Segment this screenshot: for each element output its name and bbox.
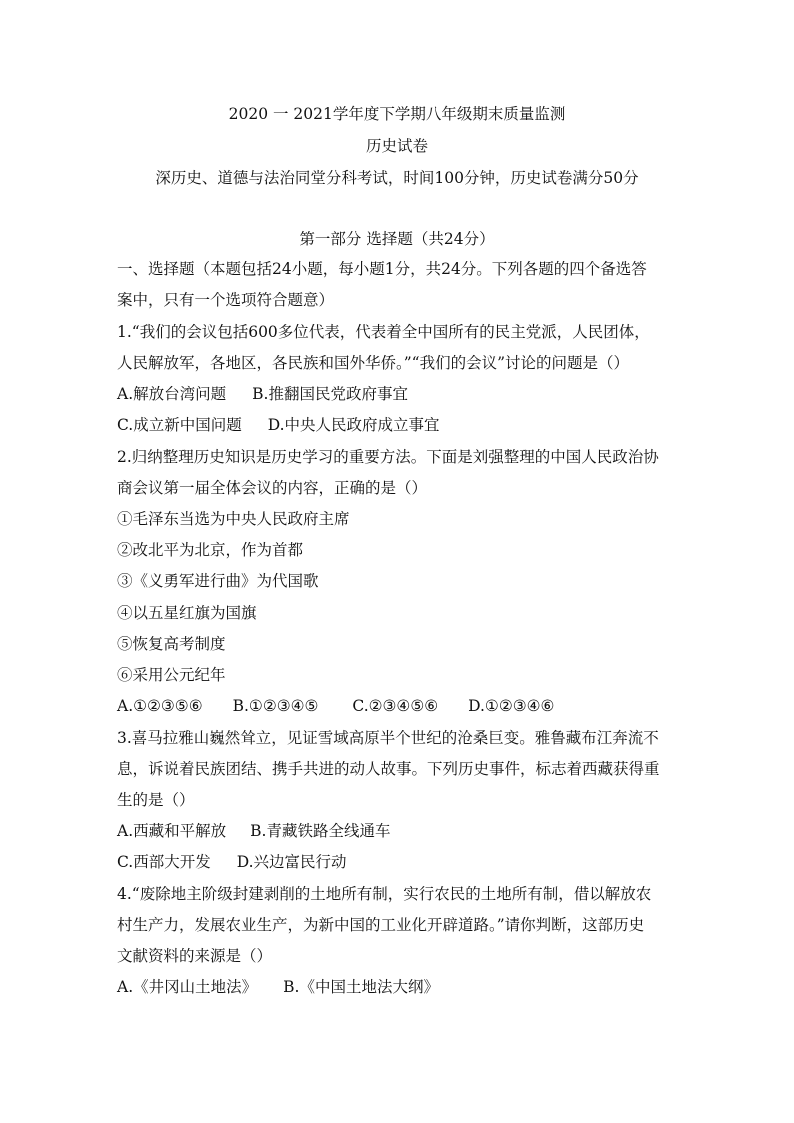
q1-option-b: B.推翻国民党政府事宜 [252, 385, 408, 403]
q3-stem-line1: 3.喜马拉雅山巍然耸立，见证雪域高原半个世纪的沧桑巨变。雅鲁藏布江奔流不 [117, 729, 659, 747]
q3-stem-line3: 生的是（） [117, 791, 195, 809]
section-heading: 第一部分 选择题（共24分） [299, 230, 495, 248]
exam-info: 深历史、道德与法治同堂分科考试，时间100分钟，历史试卷满分50分 [155, 169, 639, 187]
q1-option-c: C.成立新中国问题 [117, 416, 242, 434]
q2-item-1: ①毛泽东当选为中央人民政府主席 [117, 510, 350, 528]
q2-stem-line2: 商会议第一届全体会议的内容，正确的是（） [117, 479, 428, 497]
q2-option-a: A.①②③⑤⑥ [117, 697, 203, 715]
q3-stem-line2: 息，诉说着民族团结、携手共进的动人故事。下列历史事件，标志着西藏获得重 [117, 760, 660, 778]
section-instruction-line1: 一、选择题（本题包括24小题，每小题1分，共24分。下列各题的四个备选答 [117, 260, 647, 278]
q2-item-6: ⑥采用公元纪年 [117, 666, 226, 684]
q3-options-row2 [117, 852, 697, 872]
q2-option-b: B.①②③④⑤ [232, 697, 319, 715]
q2-stem-line1: 2.归纳整理历史知识是历史学习的重要方法。下面是刘强整理的中国人民政治协 [117, 448, 659, 466]
q3-option-a: A.西藏和平解放 [117, 822, 227, 840]
q1-options-row1 [117, 384, 697, 404]
q1-stem-line1: 1.“我们的会议包括600多位代表，代表着全中国所有的民主党派，人民团体， [117, 323, 650, 341]
q2-item-4: ④以五星红旗为国旗 [117, 604, 257, 622]
section-instruction-line2: 案中，只有一个选项符合题意） [117, 291, 335, 309]
q4-stem-line2: 村生产力，发展农业生产，为新中国的工业化开辟道路。”请你判断，这部历史 [117, 916, 645, 934]
q2-option-d: D.①②③④⑥ [468, 697, 555, 715]
q4-options-row1 [117, 977, 697, 997]
q2-item-3: ③《义勇军进行曲》为代国歌 [117, 572, 319, 590]
exam-subtitle: 历史试卷 [365, 137, 428, 155]
q2-item-2: ②改北平为北京，作为首都 [117, 541, 304, 559]
q1-stem-line2: 人民解放军，各地区，各民族和国外华侨。”“我们的会议”讨论的问题是（） [117, 354, 630, 372]
q4-stem-line3: 文献资料的来源是（） [117, 947, 273, 965]
q4-option-a: A.《井冈山土地法》 [117, 978, 258, 996]
exam-title: 2020 一 2021学年度下学期八年级期末质量监测 [228, 105, 566, 123]
q3-option-c: C.西部大开发 [117, 853, 211, 871]
q1-option-a: A.解放台湾问题 [117, 385, 227, 403]
q2-option-c: C.②③④⑤⑥ [352, 697, 439, 715]
q1-option-d: D.中央人民政府成立事宜 [267, 416, 440, 434]
q3-option-d: D.兴边富民行动 [236, 853, 347, 871]
q4-stem-line1: 4.“废除地主阶级封建剥削的土地所有制，实行农民的土地所有制，借以解放农 [117, 885, 652, 903]
q3-options-row1 [117, 821, 697, 841]
q2-item-5: ⑤恢复高考制度 [117, 635, 226, 653]
q4-option-b: B.《中国土地法大纲》 [283, 978, 439, 996]
q2-options-row [117, 696, 697, 716]
q3-option-b: B.青藏铁路全线通车 [250, 822, 391, 840]
q1-options-row2 [117, 415, 697, 435]
